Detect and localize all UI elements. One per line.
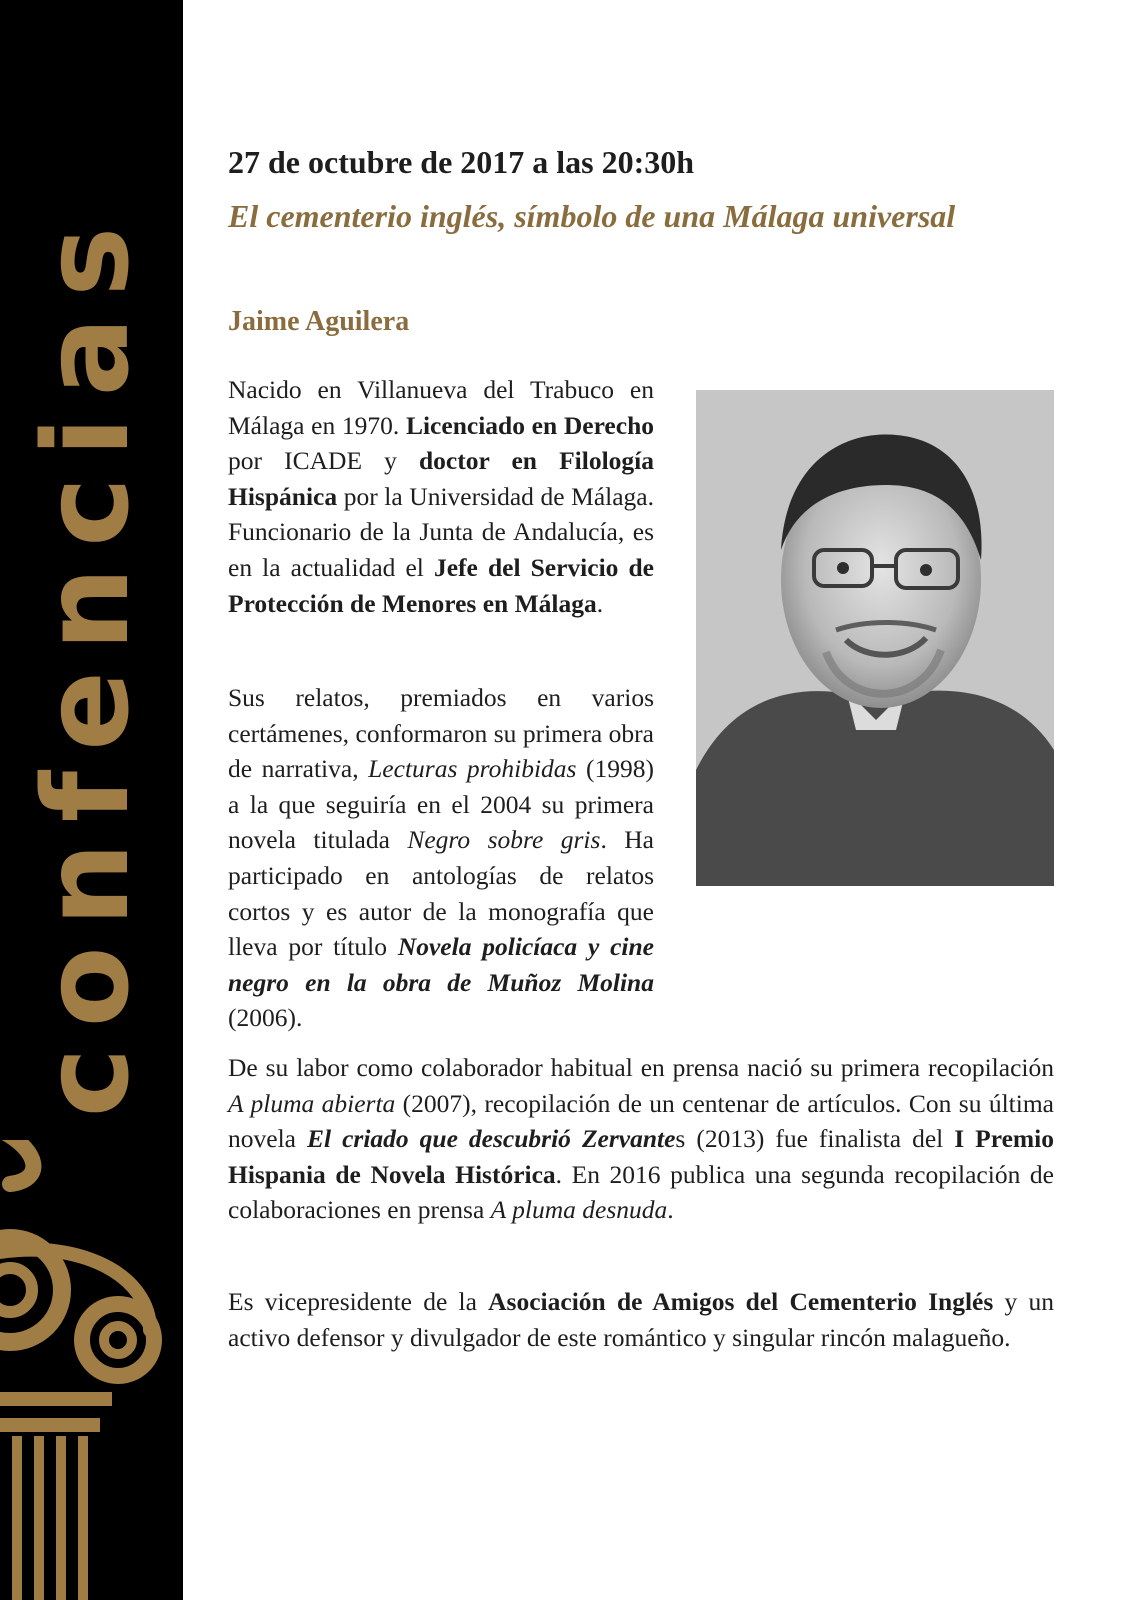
bio-paragraph-2: Sus relatos, premiados en varios certámenes, conformaron su primera obra de narrativa, Lecturas prohibidas (1998) a la que seguiría en el 2004 su primera novela titulada Negro sobre gris. Ha participado en antologías de relatos cortos y es autor de la monografía que lleva por título Novela policíaca y cine negro en la obra de Muñoz Molina (2006). xyxy=(228,683,655,1033)
event-title: El cementerio inglés, símbolo de una Málaga universal xyxy=(228,198,956,234)
bio-paragraph-4: Es vicepresidente de la Asociación de Amigos del Cementerio Inglés y un activo defensor y divulgador de este romántico y singular rincón malagueño. xyxy=(228,1287,1055,1352)
speaker-photo xyxy=(696,390,1054,886)
ionic-column-icon xyxy=(0,1140,183,1600)
sidebar xyxy=(0,0,183,1600)
bio-paragraph-3: De su labor como colaborador habitual en prensa nació su primera recopilación A pluma abierta (2007), recopilación de un centenar de artículos. Con su última novela El criado que descubrió Zervantes (2013) fue finalista del I Premio Hispania de Novela Histórica. En 2016 publica una segunda recopilación de colaboraciones en prensa A pluma desnuda. xyxy=(228,1053,1054,1225)
bio-paragraph-1: Nacido en Villanueva del Trabuco en Málaga en 1970. Licenciado en Derecho por ICADE y doctor en Filología Hispánica por la Universidad de Málaga. Funcionario de la Junta de Andalucía, es en la actualidad el Jefe del Servicio de Protección de Menores en Málaga. xyxy=(228,375,654,618)
sidebar-vertical-word: confencias xyxy=(17,206,155,1118)
event-date: 27 de octubre de 2017 a las 20:30h xyxy=(228,144,695,180)
speaker-name: Jaime Aguilera xyxy=(228,306,410,337)
portrait-image-icon xyxy=(696,390,1054,886)
